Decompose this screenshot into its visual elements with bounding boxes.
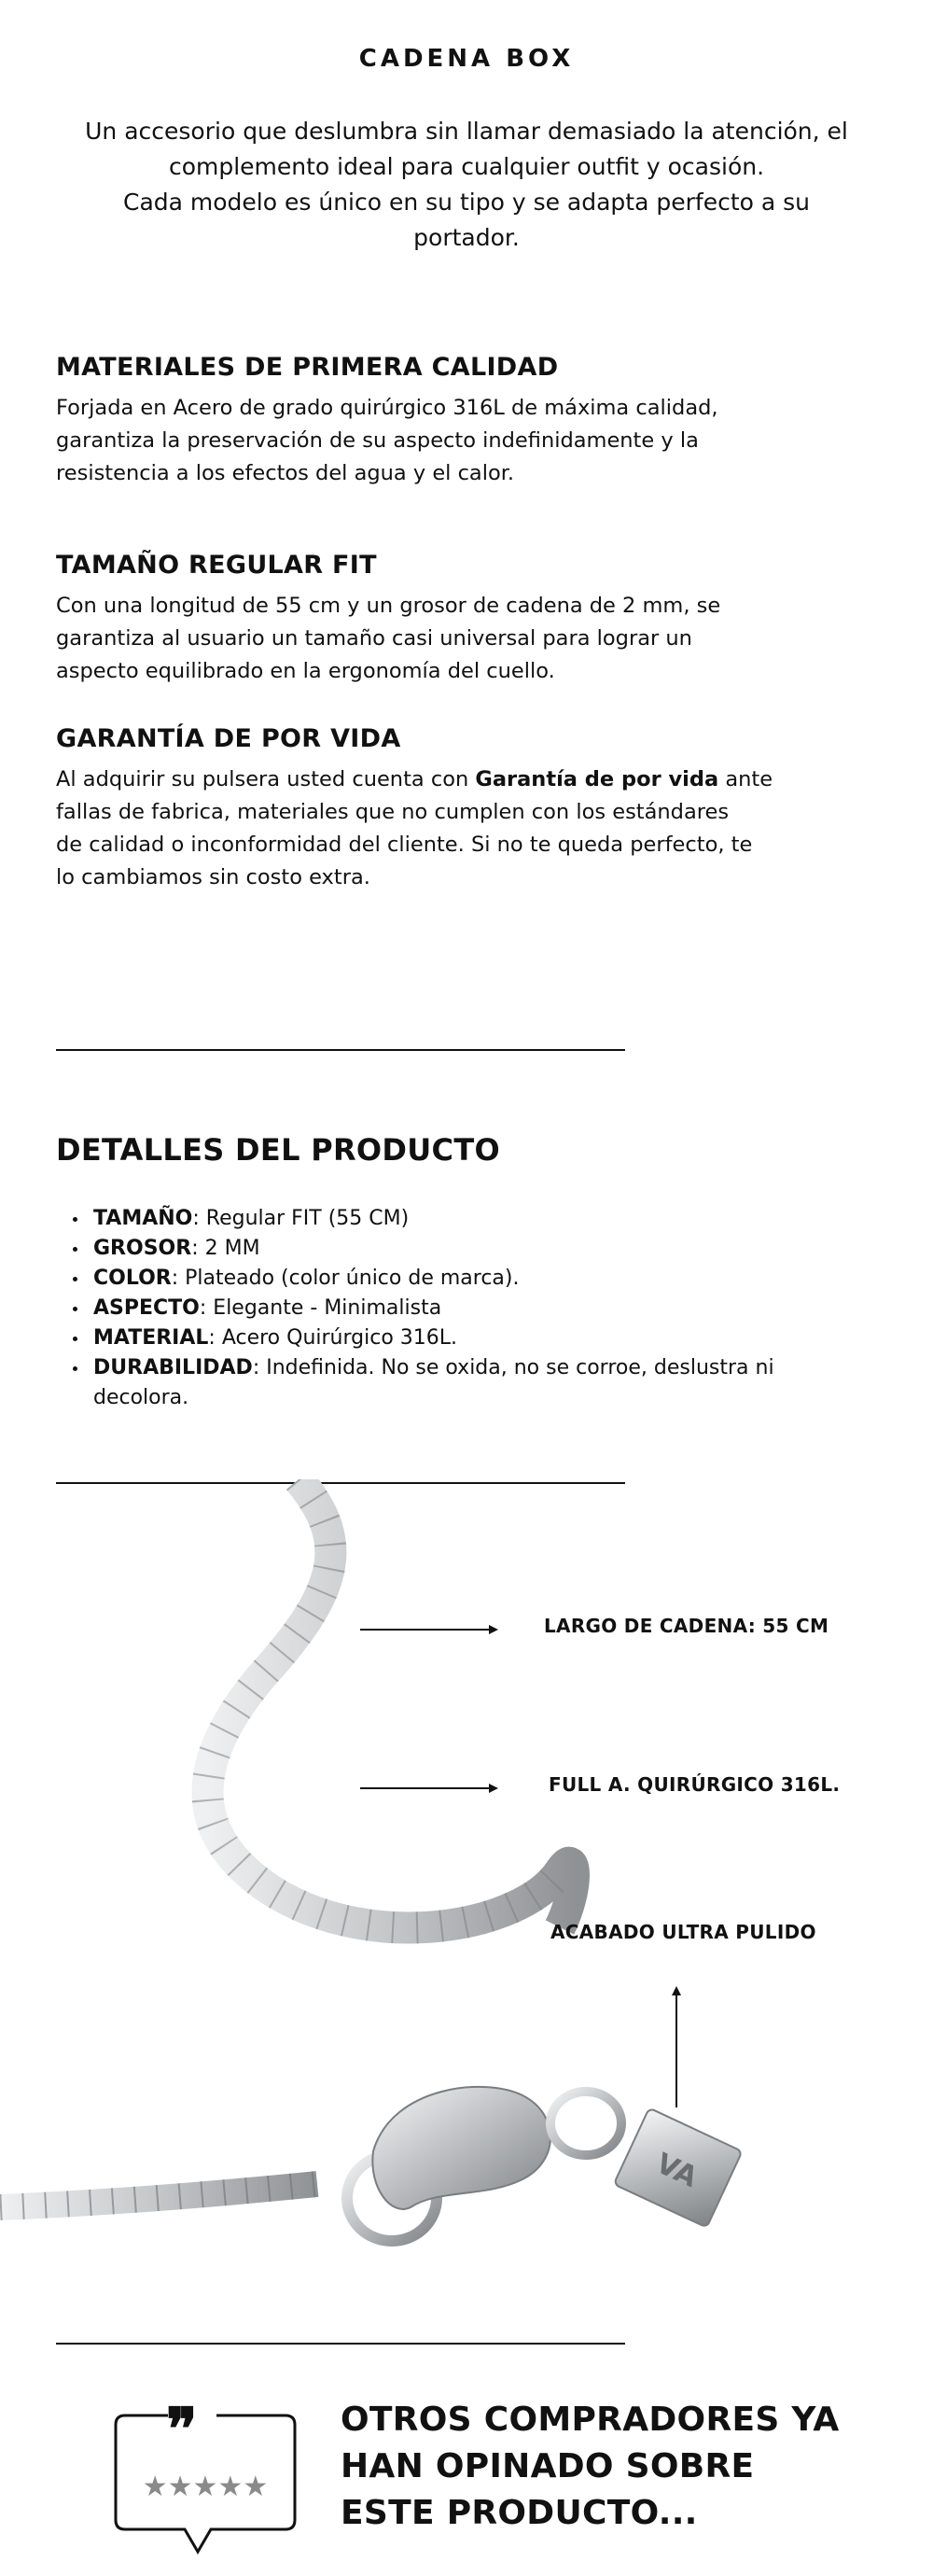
intro-line: portador. (413, 224, 520, 251)
intro-text (56, 114, 877, 256)
callout-line (360, 1787, 491, 1789)
paragraph-line: Forjada en Acero de grado quirúrgico 316L de máxima calidad, (56, 396, 718, 420)
page-title: CADENA BOX (358, 45, 575, 73)
reviews-line: ESTE PRODUCTO... (341, 2494, 698, 2532)
divider (56, 2343, 625, 2345)
warranty-heading: GARANTÍA DE POR VIDA (56, 724, 401, 753)
list-item (93, 1294, 802, 1323)
paragraph-line: Con una longitud de 55 cm y un grosor de cadena de 2 mm, se (56, 594, 721, 618)
list-item (93, 1264, 802, 1294)
callout-line (360, 1629, 491, 1631)
list-item (93, 1353, 802, 1413)
chain-strand-links (208, 1479, 561, 1927)
list-item (93, 1234, 802, 1264)
chain-strand (208, 1479, 575, 1927)
detail-key: DURABILIDAD (93, 1356, 253, 1379)
intro-line: complemento ideal para cualquier outfit y ocasión. (168, 153, 765, 180)
detail-value: : Elegante - Minimalista (199, 1296, 442, 1320)
details-list (93, 1204, 802, 1413)
quote-icon: ❞ (166, 2395, 198, 2463)
star-rating-icon: ★★★★★ (142, 2471, 269, 2503)
brand-tag-logo: VA (650, 2147, 703, 2194)
detail-key: ASPECTO (93, 1296, 200, 1320)
detail-value: : Acero Quirúrgico 316L. (208, 1326, 458, 1350)
warranty-highlight: Garantía de por vida (475, 767, 719, 791)
detail-key: COLOR (93, 1267, 172, 1290)
materials-heading: MATERIALES DE PRIMERA CALIDAD (56, 353, 559, 382)
paragraph-line (56, 763, 802, 796)
size-paragraph (56, 590, 802, 688)
detail-key: MATERIAL (93, 1326, 209, 1350)
detail-value: : Plateado (color único de marca). (171, 1267, 520, 1290)
chain-product-image (0, 1479, 933, 2282)
paragraph-line: garantiza al usuario un tamaño casi universal para lograr un (56, 626, 692, 651)
warranty-text: ante (718, 767, 773, 791)
detail-value: : 2 MM (191, 1237, 260, 1260)
paragraph-line: aspecto equilibrado en la ergonomía del cuello. (56, 659, 555, 683)
intro-line: Un accesorio que deslumbra sin llamar demasiado la atención, el (85, 118, 848, 145)
list-item (93, 1323, 802, 1353)
reviews-line: HAN OPINADO SOBRE (341, 2447, 755, 2485)
warranty-text: Al adquirir su pulsera usted cuenta con (56, 767, 476, 791)
reviews-line: OTROS COMPRADORES YA (341, 2401, 840, 2439)
materials-paragraph (56, 392, 802, 490)
callout-length: LARGO DE CADENA: 55 CM (544, 1615, 829, 1637)
intro-line: Cada modelo es único en su tipo y se adapta perfecto a su (123, 189, 810, 216)
paragraph-line: de calidad o inconformidad del cliente. Si no te queda perfecto, te (56, 833, 753, 857)
list-item (93, 1204, 802, 1234)
callout-material: FULL A. QUIRÚRGICO 316L. (549, 1773, 841, 1796)
callout-line (675, 1994, 677, 2107)
paragraph-line: garantiza la preservación de su aspecto indefinidamente y la (56, 428, 699, 453)
review-speech-bubble-icon (112, 2395, 308, 2572)
paragraph-line: resistencia a los efectos del agua y el calor. (56, 461, 515, 485)
detail-key: GROSOR (93, 1237, 192, 1260)
paragraph-line: lo cambiamos sin costo extra. (56, 865, 370, 889)
detail-key: TAMAÑO (93, 1207, 193, 1230)
paragraph-line: fallas de fabrica, materiales que no cumplen con los estándares (56, 800, 730, 824)
tag-ring (550, 2092, 621, 2155)
divider (56, 1049, 625, 1051)
details-heading: DETALLES DEL PRODUCTO (56, 1132, 500, 1168)
callout-finish: ACABADO ULTRA PULIDO (550, 1921, 816, 1943)
detail-value: : Regular FIT (55 CM) (192, 1207, 410, 1230)
reviews-cta (341, 2397, 863, 2537)
warranty-paragraph (56, 763, 802, 894)
detail-value: : Indefinida. No se oxida, no se corroe, deslustra ni decolora. (93, 1356, 774, 1409)
size-heading: TAMAÑO REGULAR FIT (56, 551, 377, 580)
lobster-clasp (372, 2087, 550, 2209)
arrow-right-icon (489, 1784, 498, 1793)
brand-tag (614, 2108, 743, 2228)
arrow-right-icon (489, 1625, 498, 1634)
